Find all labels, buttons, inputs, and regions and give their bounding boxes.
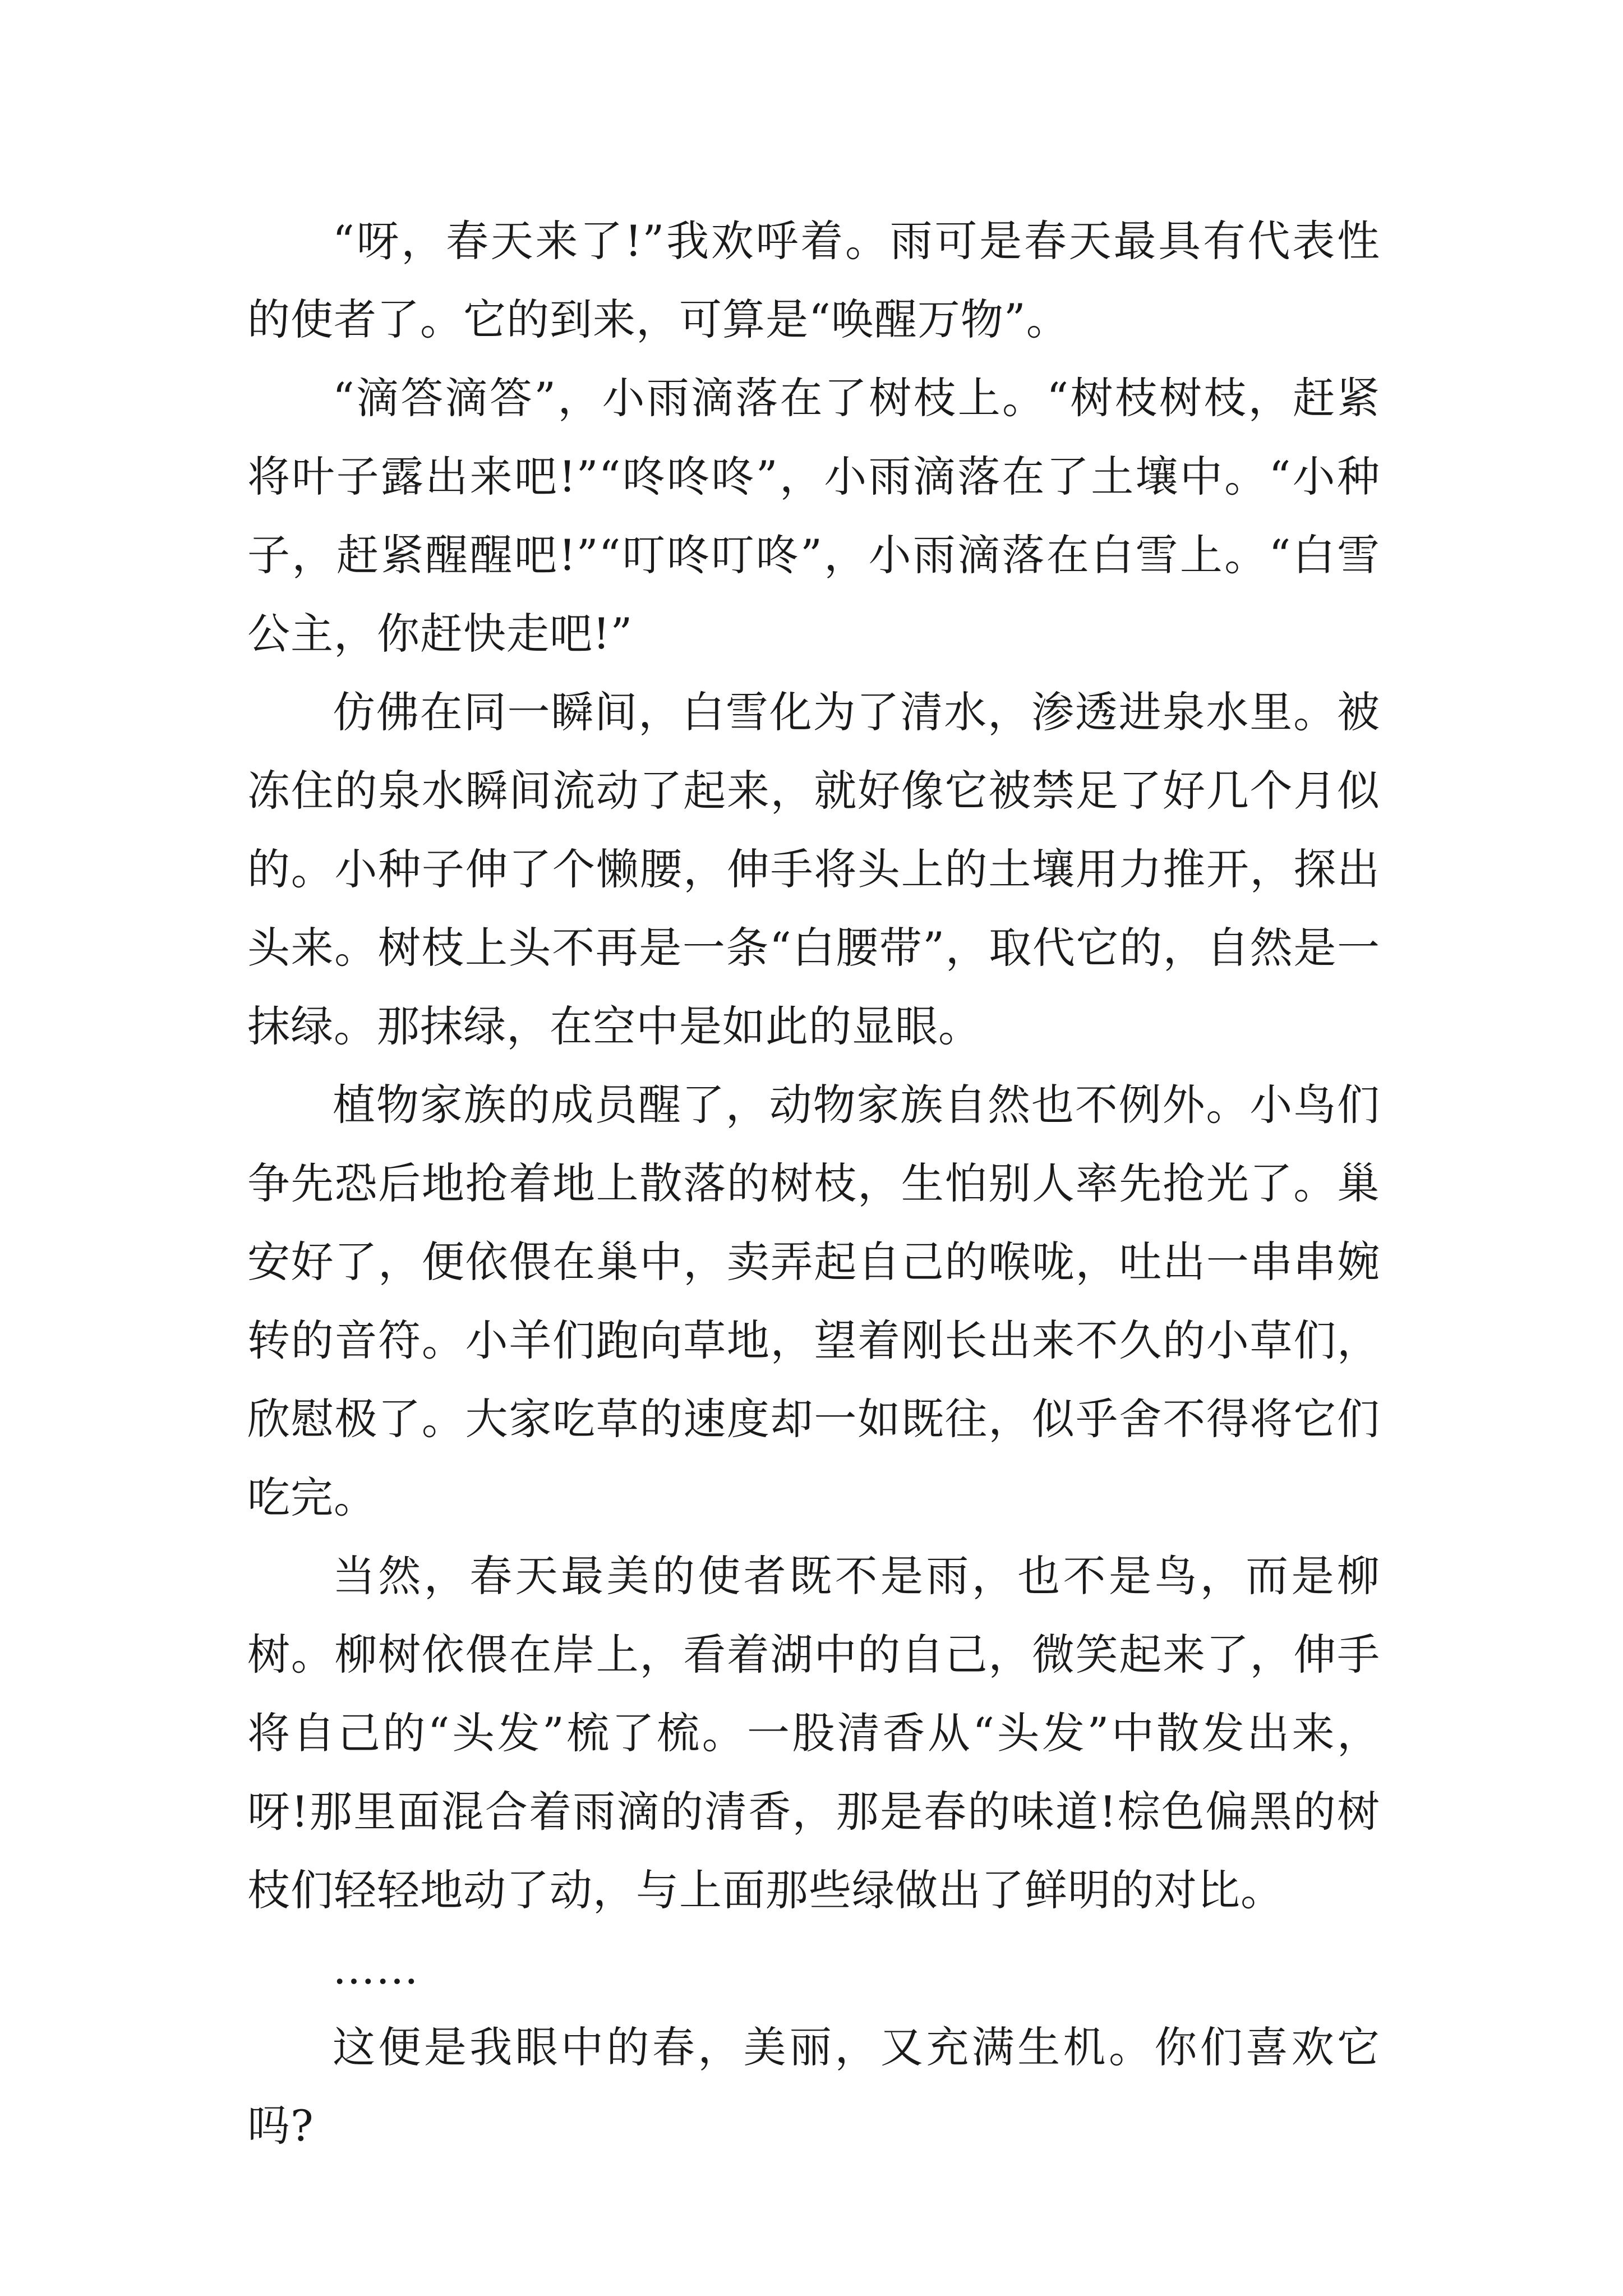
paragraph-2: “滴答滴答”，小雨滴落在了树枝上。“树枝树枝，赶紧将叶子露出来吧!”“咚咚咚”，小雨滴落在了土壤中。“小种子，赶紧醒醒吧!”“叮咚叮咚”，小雨滴落在白雪上。“白雪公主，你赶快走吧!”	[247, 373, 1380, 659]
paragraph-1: “呀，春天来了!”我欢呼着。雨可是春天最具有代表性的使者了。它的到来，可算是“唤醒万物”。	[247, 216, 1380, 344]
ellipsis-line: ……	[333, 1944, 419, 1994]
essay-body	[247, 202, 1380, 2165]
paragraph-3: 仿佛在同一瞬间，白雪化为了清水，渗透进泉水里。被冻住的泉水瞬间流动了起来，就好像它被禁足了好几个月似的。小种子伸了个懒腰，伸手将头上的土壤用力推开，探出头来。树枝上头不再是一条“白腰带”，取代它的，自然是一抹绿。那抹绿，在空中是如此的显眼。	[247, 687, 1380, 1051]
paragraph-closing: 这便是我眼中的春，美丽，又充满生机。你们喜欢它吗?	[247, 2022, 1380, 2151]
paragraph-4: 植物家族的成员醒了，动物家族自然也不例外。小鸟们争先恐后地抢着地上散落的树枝，生怕别人率先抢光了。巢安好了，便依偎在巢中，卖弄起自己的喉咙，吐出一串串婉转的音符。小羊们跑向草地，望着刚长出来不久的小草们，欣慰极了。大家吃草的速度却一如既往，似乎舍不得将它们吃完。	[247, 1080, 1380, 1522]
paragraph-5: 当然，春天最美的使者既不是雨，也不是鸟，而是柳树。柳树依偎在岸上，看着湖中的自己，微笑起来了，伸手将自己的“头发”梳了梳。一股清香从“头发”中散发出来，呀!那里面混合着雨滴的清香，那是春的味道!棕色偏黑的树枝们轻轻地动了动，与上面那些绿做出了鲜明的对比。	[247, 1551, 1380, 1915]
